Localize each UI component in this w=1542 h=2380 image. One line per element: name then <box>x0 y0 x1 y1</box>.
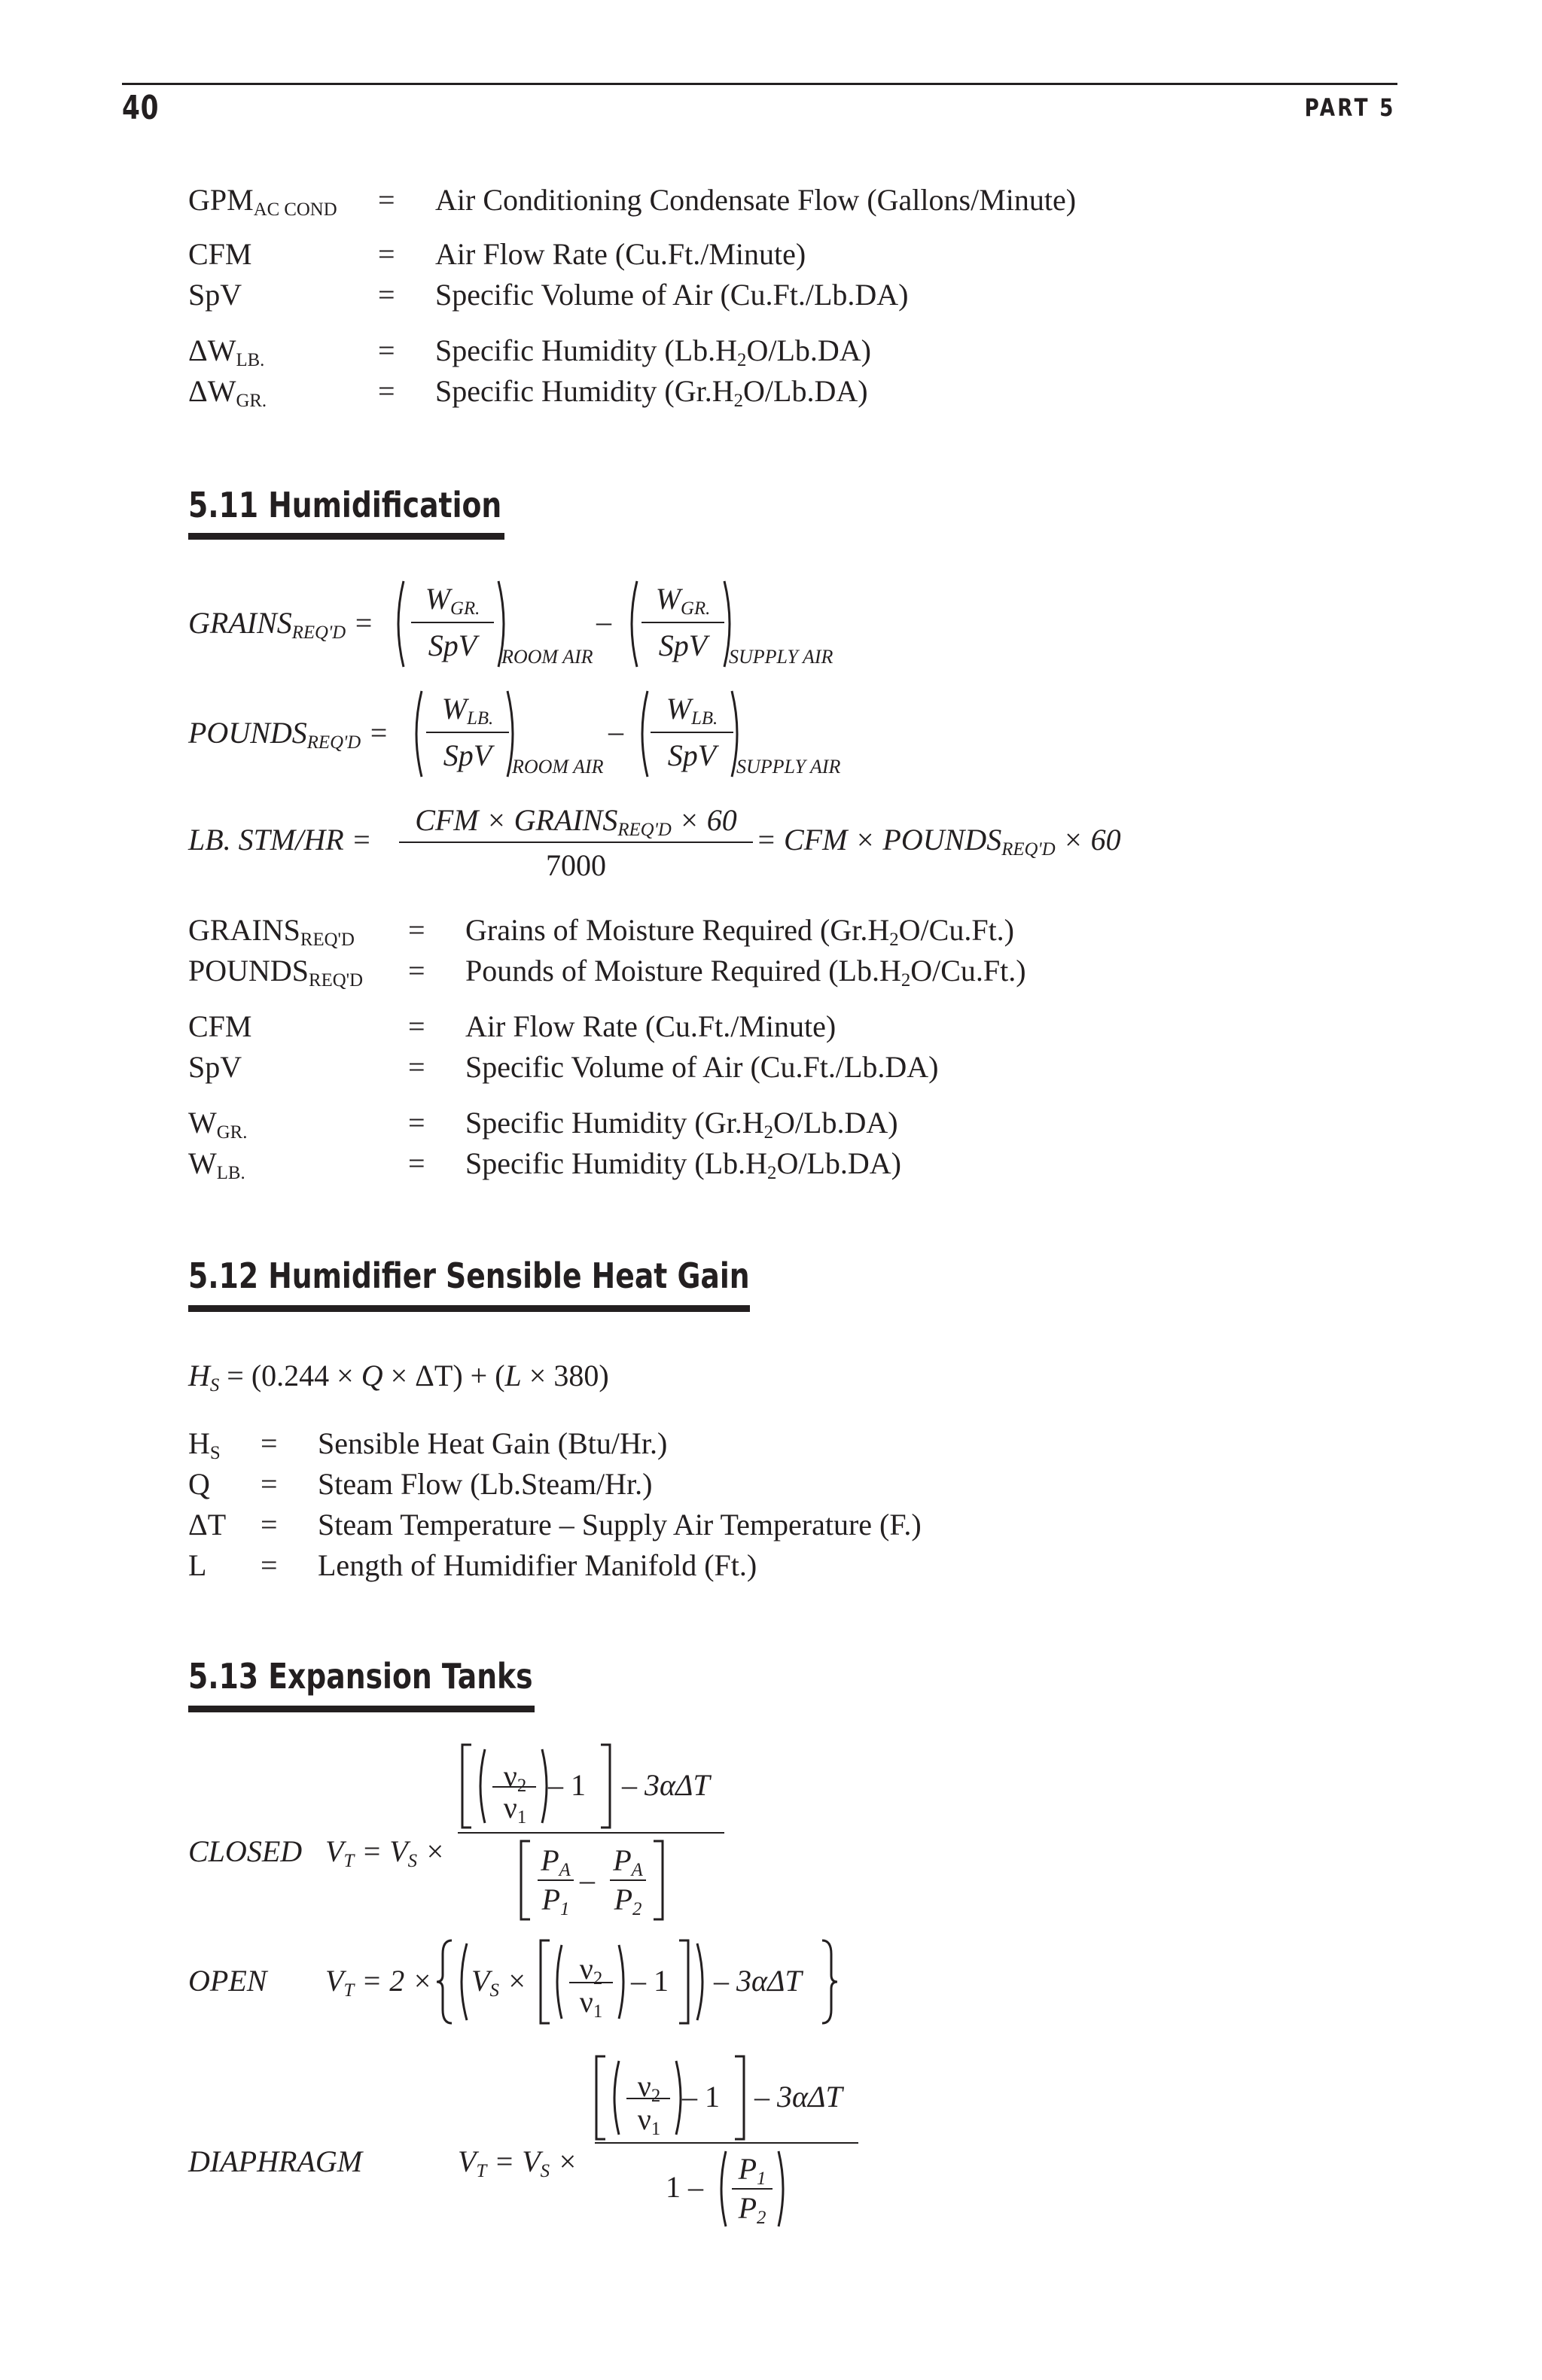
equals-sign: = <box>408 1009 425 1043</box>
fraction-bar <box>641 622 724 623</box>
grains-lhs: $GRAINS_{REQ'D}$ = <box>188 606 374 643</box>
fraction-bar <box>399 842 753 843</box>
def-desc: Specific Humidity $(Lb.H_2O/Lb.DA)$ <box>465 1146 901 1183</box>
header-rule <box>122 83 1397 85</box>
pa: $P_A$ <box>541 1843 571 1880</box>
lbstm-numerator: CFM × $GRAINS_{REQ'D} \times 60$ <box>415 803 737 840</box>
w-lb-num: $W_{LB.}$ <box>441 692 494 729</box>
diaphragm-label: DIAPHRAGM <box>188 2144 363 2178</box>
minus-3-alpha-dt: – 3αΔT <box>622 1768 710 1802</box>
def-sym: $H_S$ <box>188 1426 221 1463</box>
p2: $P_2$ <box>614 1882 642 1919</box>
paren-left <box>393 580 405 668</box>
def-row-gpm: $GPM_{AC COND}$ <box>188 183 337 220</box>
nu-1: $\nu_1$ <box>637 2102 661 2139</box>
equals-sign: = <box>408 1146 425 1180</box>
spv-den: SpV <box>667 738 717 772</box>
def-desc: Specific Volume of Air (Cu.Ft./Lb.DA) <box>465 1050 939 1084</box>
nu-2: $\nu_2$ <box>579 1952 603 1989</box>
lbstm-lhs: LB. STM/HR = <box>188 823 372 857</box>
section-title-5-11: 5.11 Humidification <box>188 485 502 525</box>
w-lb-num: $W_{LB.}$ <box>666 692 718 729</box>
def-desc: Pounds of Moisture Required $(Lb.H_2O/Cu.Ft.)$ <box>465 954 1026 991</box>
def-desc: Specific Volume of Air (Cu.Ft./Lb.DA) <box>435 278 909 312</box>
hs-equation: $H_S = (0.244 \times Q \times \Delta T) + (L \times 380)$ <box>188 1359 609 1395</box>
equals-sign: = <box>378 278 395 312</box>
fraction-bar <box>458 1832 724 1834</box>
section-underline <box>188 533 504 540</box>
def-sym: CFM <box>188 237 252 271</box>
def-sym: $\Delta W_{GR.}$ <box>188 374 267 411</box>
supply-air-label: SUPPLY AIR <box>729 646 833 668</box>
p2: $P_2$ <box>738 2191 766 2228</box>
def-desc: Specific Humidity $(Gr.H_2O/Lb.DA)$ <box>435 374 868 411</box>
def-sym: SpV <box>188 1050 242 1084</box>
def-sym: SpV <box>188 278 242 312</box>
running-head: PART 5 <box>1304 93 1396 122</box>
closed-label: CLOSED <box>188 1834 303 1868</box>
fraction-bar <box>651 732 733 733</box>
open-vs: $V_S$ × <box>471 1964 527 2001</box>
pa: $P_A$ <box>613 1843 643 1880</box>
def-desc: Air Flow Rate (Cu.Ft./Minute) <box>465 1009 837 1043</box>
open-label: OPEN <box>188 1964 267 1998</box>
fraction-bar <box>426 732 509 733</box>
p1: $P_1$ <box>738 2152 766 2189</box>
equals-sign: = <box>261 1467 278 1501</box>
section-title-5-13: 5.13 Expansion Tanks <box>188 1656 533 1697</box>
fraction-bar <box>595 2142 858 2144</box>
p1: $P_1$ <box>541 1882 570 1919</box>
def-sym: $\Delta W_{LB.}$ <box>188 333 265 370</box>
minus-sign: – <box>596 604 611 638</box>
equals-sign: = <box>408 913 425 947</box>
section-title-5-12: 5.12 Humidifier Sensible Heat Gain <box>188 1255 750 1296</box>
equals-sign: = <box>378 183 395 217</box>
paren-left <box>626 580 638 668</box>
equals-sign: = <box>378 374 395 408</box>
nu-1: $\nu_1$ <box>503 1791 527 1828</box>
room-air-label: ROOM AIR <box>501 646 593 668</box>
pounds-lhs: $POUNDS_{REQ'D}$ = <box>188 716 389 753</box>
equals-sign: = <box>408 1050 425 1084</box>
def-desc: Specific Humidity $(Lb.H_2O/Lb.DA)$ <box>435 333 871 370</box>
def-sym: Q <box>188 1467 210 1501</box>
w-gr-num: $W_{GR.}$ <box>655 582 711 619</box>
minus-3-alpha-dt: – 3αΔT <box>714 1964 802 1998</box>
minus-3-alpha-dt: – 3αΔT <box>754 2080 843 2114</box>
equals-sign: = <box>261 1426 278 1460</box>
def-sym: $POUNDS_{REQ'D}$ <box>188 954 364 991</box>
lbstm-rhs: = CFM × $POUNDS_{REQ'D} \times 60$ <box>756 823 1121 860</box>
minus-sign: – <box>608 714 623 748</box>
def-sym: $W_{GR.}$ <box>188 1106 248 1143</box>
w-gr-num: $W_{GR.}$ <box>425 582 480 619</box>
paren-left <box>637 689 649 778</box>
minus-sign: – <box>580 1863 595 1897</box>
one-minus: 1 – <box>666 2170 703 2204</box>
def-sym: ΔT <box>188 1508 227 1542</box>
closed-vt: $V_T = V_S$ × <box>325 1834 446 1871</box>
def-desc: Air Conditioning Condensate Flow (Gallons/Minute) <box>435 183 1077 217</box>
bracket-group <box>461 1743 611 1829</box>
minus-one: – 1 <box>631 1964 669 1998</box>
def-sym: CFM <box>188 1009 252 1043</box>
equals-sign: = <box>408 954 425 988</box>
def-desc: Steam Temperature – Supply Air Temperature (F.) <box>318 1508 922 1542</box>
nu-2: $\nu_2$ <box>637 2069 661 2106</box>
supply-air-label: SUPPLY AIR <box>736 756 841 778</box>
section-underline <box>188 1706 535 1712</box>
open-vt: $V_T = 2$ × <box>325 1964 433 2001</box>
section-underline <box>188 1305 750 1312</box>
spv-den: SpV <box>658 628 708 662</box>
spv-den: SpV <box>443 738 492 772</box>
def-desc: Steam Flow (Lb.Steam/Hr.) <box>318 1467 653 1501</box>
fraction-bar <box>411 622 494 623</box>
paren-left <box>411 689 423 778</box>
minus-one: – 1 <box>548 1768 586 1802</box>
nu-2: $\nu_2$ <box>503 1759 527 1796</box>
def-sym: $W_{LB.}$ <box>188 1146 245 1183</box>
spv-den: SpV <box>428 628 477 662</box>
bracket-group <box>595 2055 745 2141</box>
equals-sign: = <box>378 333 395 367</box>
diaphragm-vt: $V_T = V_S$ × <box>458 2144 578 2181</box>
def-desc: Specific Humidity $(Gr.H_2O/Lb.DA)$ <box>465 1106 898 1143</box>
def-sym: L <box>188 1548 207 1582</box>
page-number: 40 <box>122 89 160 127</box>
def-desc: Grains of Moisture Required $(Gr.H_2O/Cu.Ft.)$ <box>465 913 1014 950</box>
equals-sign: = <box>261 1508 278 1542</box>
lbstm-denominator: 7000 <box>546 848 606 882</box>
equals-sign: = <box>408 1106 425 1140</box>
equals-sign: = <box>261 1548 278 1582</box>
def-desc: Length of Humidifier Manifold (Ft.) <box>318 1548 757 1582</box>
def-desc: Air Flow Rate (Cu.Ft./Minute) <box>435 237 806 271</box>
minus-one: – 1 <box>682 2080 720 2114</box>
def-sym: $GRAINS_{REQ'D}$ <box>188 913 355 950</box>
nu-1: $\nu_1$ <box>579 1985 603 2022</box>
def-desc: Sensible Heat Gain (Btu/Hr.) <box>318 1426 668 1460</box>
room-air-label: ROOM AIR <box>512 756 604 778</box>
equals-sign: = <box>378 237 395 271</box>
